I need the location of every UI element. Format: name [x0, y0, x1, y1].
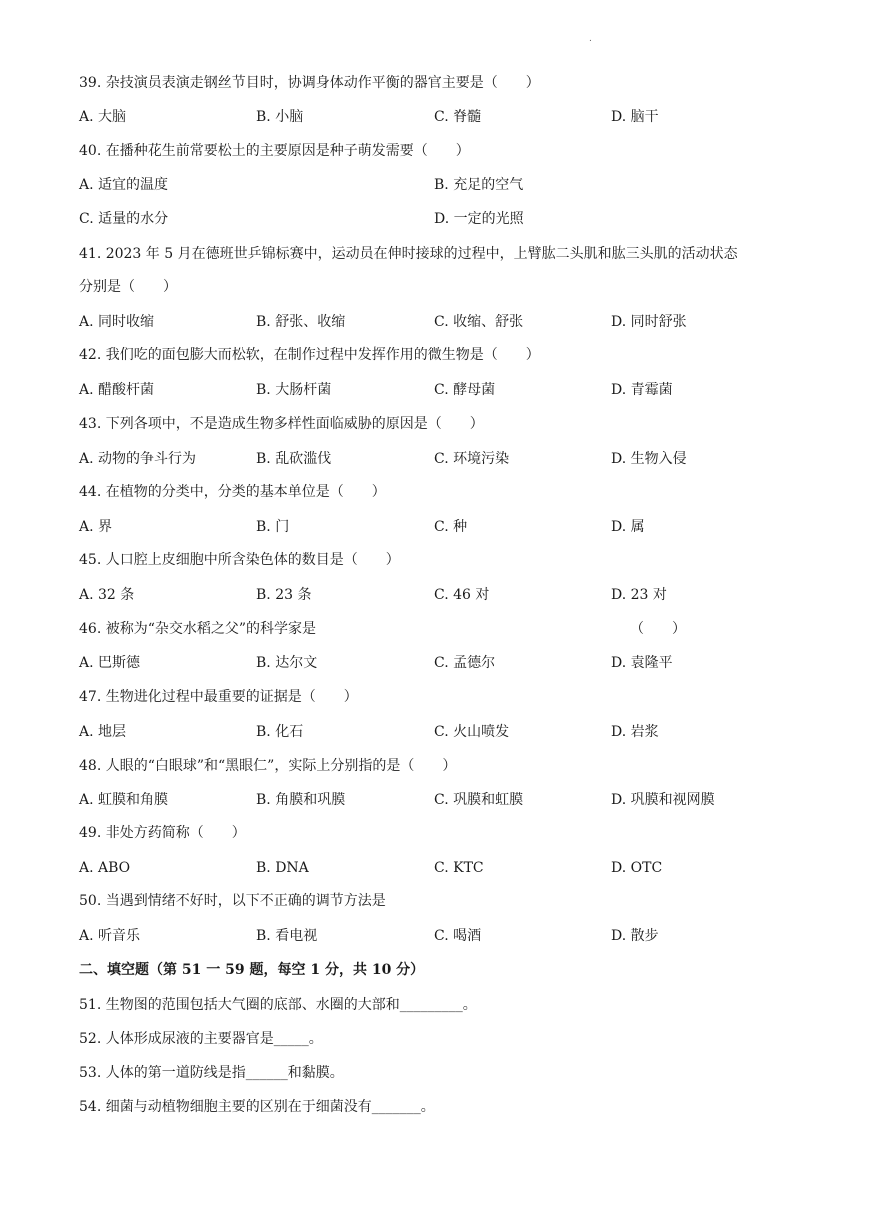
question-44-option-b: B. 门: [256, 519, 290, 535]
question-48-stem: 48. 人眼的“白眼球”和“黑眼仁”，实际上分别指的是（ ）: [79, 758, 457, 774]
fill-blank-53: 53. 人体的第一道防线是指______和黏膜。: [79, 1065, 344, 1081]
question-47-option-c: C. 火山喷发: [434, 724, 510, 740]
question-44-option-c: C. 种: [434, 519, 468, 535]
question-40-option-a: A. 适宜的温度: [79, 177, 169, 193]
question-43-option-b: B. 乱砍滥伐: [256, 451, 332, 467]
section-2-heading: 二、填空题（第 51 一 59 题，每空 1 分，共 10 分）: [79, 962, 425, 978]
question-48-option-d: D. 巩膜和视网膜: [611, 792, 715, 808]
question-39-option-a: A. 大脑: [79, 109, 127, 125]
question-49-option-a: A. ABO: [79, 860, 131, 876]
question-46-option-c: C. 孟德尔: [434, 655, 496, 671]
question-42-option-b: B. 大肠杆菌: [256, 382, 332, 398]
question-42-option-c: C. 酵母菌: [434, 382, 496, 398]
question-41-option-b: B. 舒张、收缩: [256, 314, 346, 330]
question-48-option-a: A. 虹膜和角膜: [79, 792, 169, 808]
question-40-option-c: C. 适量的水分: [79, 211, 169, 227]
question-39-option-d: D. 脑干: [611, 109, 659, 125]
question-41-option-a: A. 同时收缩: [79, 314, 155, 330]
question-50-option-a: A. 听音乐: [79, 928, 141, 944]
question-40-stem: 40. 在播种花生前常要松土的主要原因是种子萌发需要（ ）: [79, 143, 470, 159]
question-41-option-d: D. 同时舒张: [611, 314, 687, 330]
question-39-option-c: C. 脊髓: [434, 109, 482, 125]
question-44-option-d: D. 属: [611, 519, 645, 535]
question-50-stem: 50. 当遇到情绪不好时，以下不正确的调节方法是: [79, 893, 386, 909]
question-39-stem: 39. 杂技演员表演走钢丝节目时，协调身体动作平衡的器官主要是（ ）: [79, 75, 540, 91]
fill-blank-52: 52. 人体形成尿液的主要器官是_____。: [79, 1031, 323, 1047]
question-45-option-b: B. 23 条: [256, 587, 312, 603]
question-45-option-c: C. 46 对: [434, 587, 490, 603]
question-46-stem: 46. 被称为“杂交水稻之父”的科学家是: [79, 621, 317, 637]
question-40-option-d: D. 一定的光照: [434, 211, 524, 227]
question-39-option-b: B. 小脑: [256, 109, 304, 125]
question-47-stem: 47. 生物进化过程中最重要的证据是（ ）: [79, 689, 358, 705]
question-41-option-c: C. 收缩、舒张: [434, 314, 524, 330]
question-50-option-c: C. 喝酒: [434, 928, 482, 944]
fill-blank-51: 51. 生物图的范围包括大气圈的底部、水圈的大部和_________。: [79, 997, 477, 1013]
question-49-stem: 49. 非处方药简称（ ）: [79, 825, 246, 841]
question-41-stem-continued: 分别是（ ）: [79, 279, 177, 295]
question-48-option-c: C. 巩膜和虹膜: [434, 792, 524, 808]
question-43-option-c: C. 环境污染: [434, 451, 510, 467]
question-44-option-a: A. 界: [79, 519, 113, 535]
question-43-option-a: A. 动物的争斗行为: [79, 451, 197, 467]
question-46-option-b: B. 达尔文: [256, 655, 318, 671]
header-dot: .: [589, 34, 592, 44]
question-45-stem: 45. 人口腔上皮细胞中所含染色体的数目是（ ）: [79, 552, 400, 568]
question-50-option-d: D. 散步: [611, 928, 659, 944]
question-46-option-d: D. 袁隆平: [611, 655, 673, 671]
fill-blank-54: 54. 细菌与动植物细胞主要的区别在于细菌没有_______。: [79, 1099, 435, 1115]
question-44-stem: 44. 在植物的分类中，分类的基本单位是（ ）: [79, 484, 386, 500]
question-45-option-a: A. 32 条: [79, 587, 135, 603]
question-49-option-b: B. DNA: [256, 860, 309, 876]
question-42-stem: 42. 我们吃的面包膨大而松软，在制作过程中发挥作用的微生物是（ ）: [79, 347, 540, 363]
question-49-option-d: D. OTC: [611, 860, 663, 876]
question-40-option-b: B. 充足的空气: [434, 177, 524, 193]
question-50-option-b: B. 看电视: [256, 928, 318, 944]
question-45-option-d: D. 23 对: [611, 587, 667, 603]
question-47-option-a: A. 地层: [79, 724, 127, 740]
question-41-stem: 41. 2023 年 5 月在德班世乒锦标赛中，运动员在伸时接球的过程中，上臂肱二头肌和肱三头肌的活动状态: [79, 246, 738, 262]
question-47-option-d: D. 岩浆: [611, 724, 659, 740]
question-46-answer-paren: （ ）: [630, 621, 686, 637]
question-42-option-d: D. 青霉菌: [611, 382, 673, 398]
question-43-stem: 43. 下列各项中，不是造成生物多样性面临威胁的原因是（ ）: [79, 416, 484, 432]
question-42-option-a: A. 醋酸杆菌: [79, 382, 155, 398]
question-48-option-b: B. 角膜和巩膜: [256, 792, 346, 808]
question-47-option-b: B. 化石: [256, 724, 304, 740]
question-49-option-c: C. KTC: [434, 860, 484, 876]
question-46-option-a: A. 巴斯德: [79, 655, 141, 671]
question-43-option-d: D. 生物入侵: [611, 451, 687, 467]
